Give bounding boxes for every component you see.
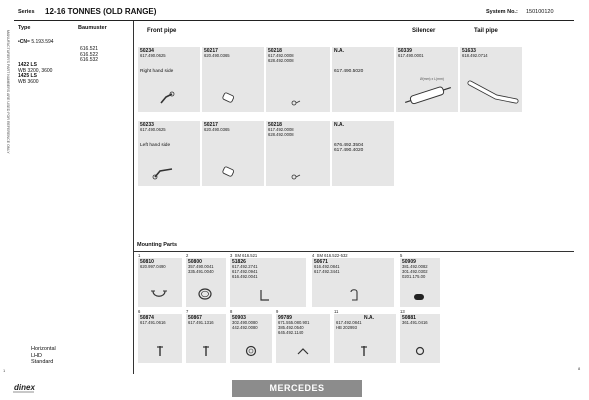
page-header [14,5,574,21]
mount-index: 13 [400,309,405,314]
oem-code: 617.492.0941 [232,269,258,274]
baumuster-value: 616.532 [80,57,99,64]
mount-index-num: 3 [230,253,233,258]
part-card[interactable] [138,121,200,186]
oem-code: 617.490.4020 [334,148,364,153]
part-card[interactable] [396,47,458,112]
section-mounting-parts: Mounting Parts [137,242,178,248]
oem-code: 617.492.0841 [336,320,362,325]
part-card[interactable] [138,47,200,112]
oem-code: 302.490.0080 [232,320,258,325]
part-number: 50233 [140,122,154,128]
oem-code: 301.492.0302 [402,269,428,274]
page-number-left: 1 [3,368,6,373]
part-number: 51826 [232,259,246,265]
part-number: 50881 [402,315,416,321]
dinex-logo [12,380,36,394]
mounting-part-card[interactable] [186,258,226,307]
oem-code: 616.492.0041 [232,274,258,279]
oem-code: 357.490.0041 [188,264,214,269]
part-number: 50810 [140,259,154,265]
oem-code: 617.490.0001 [398,53,424,58]
mount-index: 1 [138,253,141,258]
bolt-icon [154,344,166,358]
tail-pipe-icon [466,77,520,109]
brand-bar: MERCEDES [232,380,362,397]
nut-icon [414,344,426,358]
oem-code: 442.492.0080 [232,325,258,330]
oem-code: 628.492.0008 [268,58,294,63]
part-number: 50874 [140,315,154,321]
clamp-icon [150,286,168,300]
bolt-icon [358,344,370,358]
part-number: 50909 [402,259,416,265]
part-number: 50800 [188,259,202,265]
spec-line: LHD [31,352,43,359]
mount-index: 5 [400,253,403,258]
mounting-part-card[interactable] [230,258,306,307]
mount-index: 8 [230,309,233,314]
clamp-icon [290,171,302,181]
part-number: 50339 [398,48,412,54]
mount-index-num: 4 [312,253,315,258]
baumuster-value: 616.521 [80,46,99,52]
mounting-part-card[interactable] [276,314,330,363]
side-note-text: Right hand side [140,69,174,74]
oem-code: 335.491.0040 [188,269,214,274]
mount-index: 7 [186,309,189,314]
mounting-part-card[interactable] [400,258,440,307]
part-number: 50218 [268,48,282,54]
oem-code: 617.492.0008 [268,53,294,58]
oem-code: 676.492.3504 [334,143,364,148]
part-number: 50218 [268,122,282,128]
rubber-mount-icon [412,292,426,302]
type-heading: Type [18,25,31,31]
section-front-pipe: Front pipe [147,28,177,34]
gasket-icon [244,344,258,358]
clip-icon [296,346,310,358]
cn-value: 5.193.594 [31,39,54,45]
pipe-section-icon [220,165,238,181]
silencer-icon [402,81,454,109]
oem-code: 616.492.0841 [314,264,340,269]
oem-code: 645.492.1140 [278,330,304,335]
section-tail-pipe: Tail pipe [474,28,498,34]
part-card[interactable] [266,47,330,112]
spec-line: Standard [31,359,54,366]
mounting-part-card[interactable] [334,314,396,363]
oem-code: 628.492.0008 [268,132,294,137]
cn-line: •CN= 5.193.594 [18,39,54,45]
mount-index: 6 [138,309,141,314]
front-pipe-icon [158,91,176,105]
part-number: 50671 [314,259,328,265]
side-note-text: Left hand side [140,143,171,148]
baumuster-value: 616.522 [80,51,99,58]
mounting-part-card[interactable] [230,314,272,363]
baumuster-heading: Baumuster [78,25,107,31]
part-number: 99789 [278,315,292,321]
oem-code: 385.492.0540 [278,325,304,330]
part-card[interactable] [202,47,264,112]
part-number: 50217 [204,48,218,54]
cn-mark-text: CN [19,39,27,45]
type-value: WB 3600 [18,78,39,85]
oem-code: 620.490.0365 [204,53,230,58]
oem-code: 617.490.0625 [140,53,166,58]
bracket-icon [258,288,272,304]
oem-code: 617.491.1316 [188,320,214,325]
oem-code: 671.555.080.901 [278,320,310,325]
svg-text:dinex: dinex [14,383,35,392]
mounting-part-card[interactable] [400,314,440,363]
oem-code: 620.490.0365 [204,127,230,132]
oem-code: 0201.175.00 [402,274,426,279]
part-card[interactable] [332,121,394,186]
part-card[interactable] [460,47,522,112]
oem-code: 618.492.0714 [462,53,488,58]
silencer-dimensions: Ø(mm) x L(mm) [420,77,444,81]
clamp-icon [290,97,302,107]
system-number-value: 150100120 [526,9,554,15]
bracket-icon [348,288,362,304]
mounting-part-card[interactable] [138,258,182,307]
part-number: N.A. [364,315,374,321]
section-silencer: Silencer [412,28,436,34]
series-label: Series [18,9,35,15]
mounting-part-card[interactable] [186,314,226,363]
ring-clamp-icon [196,286,214,302]
bolt-icon [200,344,212,358]
oem-code: 617.492.0008 [268,127,294,132]
page-number-right: 8 [578,366,581,371]
part-number: 50903 [232,315,246,321]
oem-code: 617.490.5020 [334,69,364,74]
part-number: N.A. [334,122,344,128]
mount-index: 11 [334,309,339,314]
oem-code: 617.490.0625 [140,127,166,132]
side-note: MANUFACTURER'S PART NUMBERS ARE USED FOR REFERENCE ONLY [6,30,10,154]
column-divider [133,21,134,374]
part-card[interactable] [202,121,264,186]
spec-line: Horizontal [31,346,56,352]
part-number: 50234 [140,48,154,54]
oem-code: 381.492.0082 [402,264,428,269]
oem-code: 617.492.3441 [314,269,340,274]
front-pipe-icon [152,165,176,181]
type-value: 1422 LS [18,62,37,68]
part-number: 51633 [462,48,476,54]
mounting-parts-divider [133,251,574,252]
part-card[interactable] [266,121,330,186]
part-card[interactable] [332,47,394,112]
oem-code: 617.492.2741 [232,264,258,269]
mounting-part-card[interactable] [138,314,182,363]
part-number: N.A. [334,48,344,54]
mount-index: 9 [276,309,279,314]
system-number-label: System No.: [486,9,518,15]
mounting-part-card[interactable] [312,258,394,307]
oem-code: 617.491.0616 [140,320,166,325]
mount-index-extra: SM 616.521 [234,253,258,258]
page-title: 12-16 TONNES (OLD RANGE) [45,7,157,16]
mount-index-extra: SM 616.522-532 [316,253,348,258]
oem-code: 361.491.0416 [402,320,428,325]
oem-code: HB 202993 [336,325,357,330]
footer-spec [31,346,56,366]
pipe-section-icon [220,91,238,107]
type-value: WB 3200, 3600 [18,67,53,74]
mount-index: 2 [186,253,189,258]
type-value: 1425 LS [18,73,37,80]
cn-mark: • [18,39,20,45]
oem-code: 620.997.0490 [140,264,166,269]
part-number: 50217 [204,122,218,128]
part-number: 50867 [188,315,202,321]
